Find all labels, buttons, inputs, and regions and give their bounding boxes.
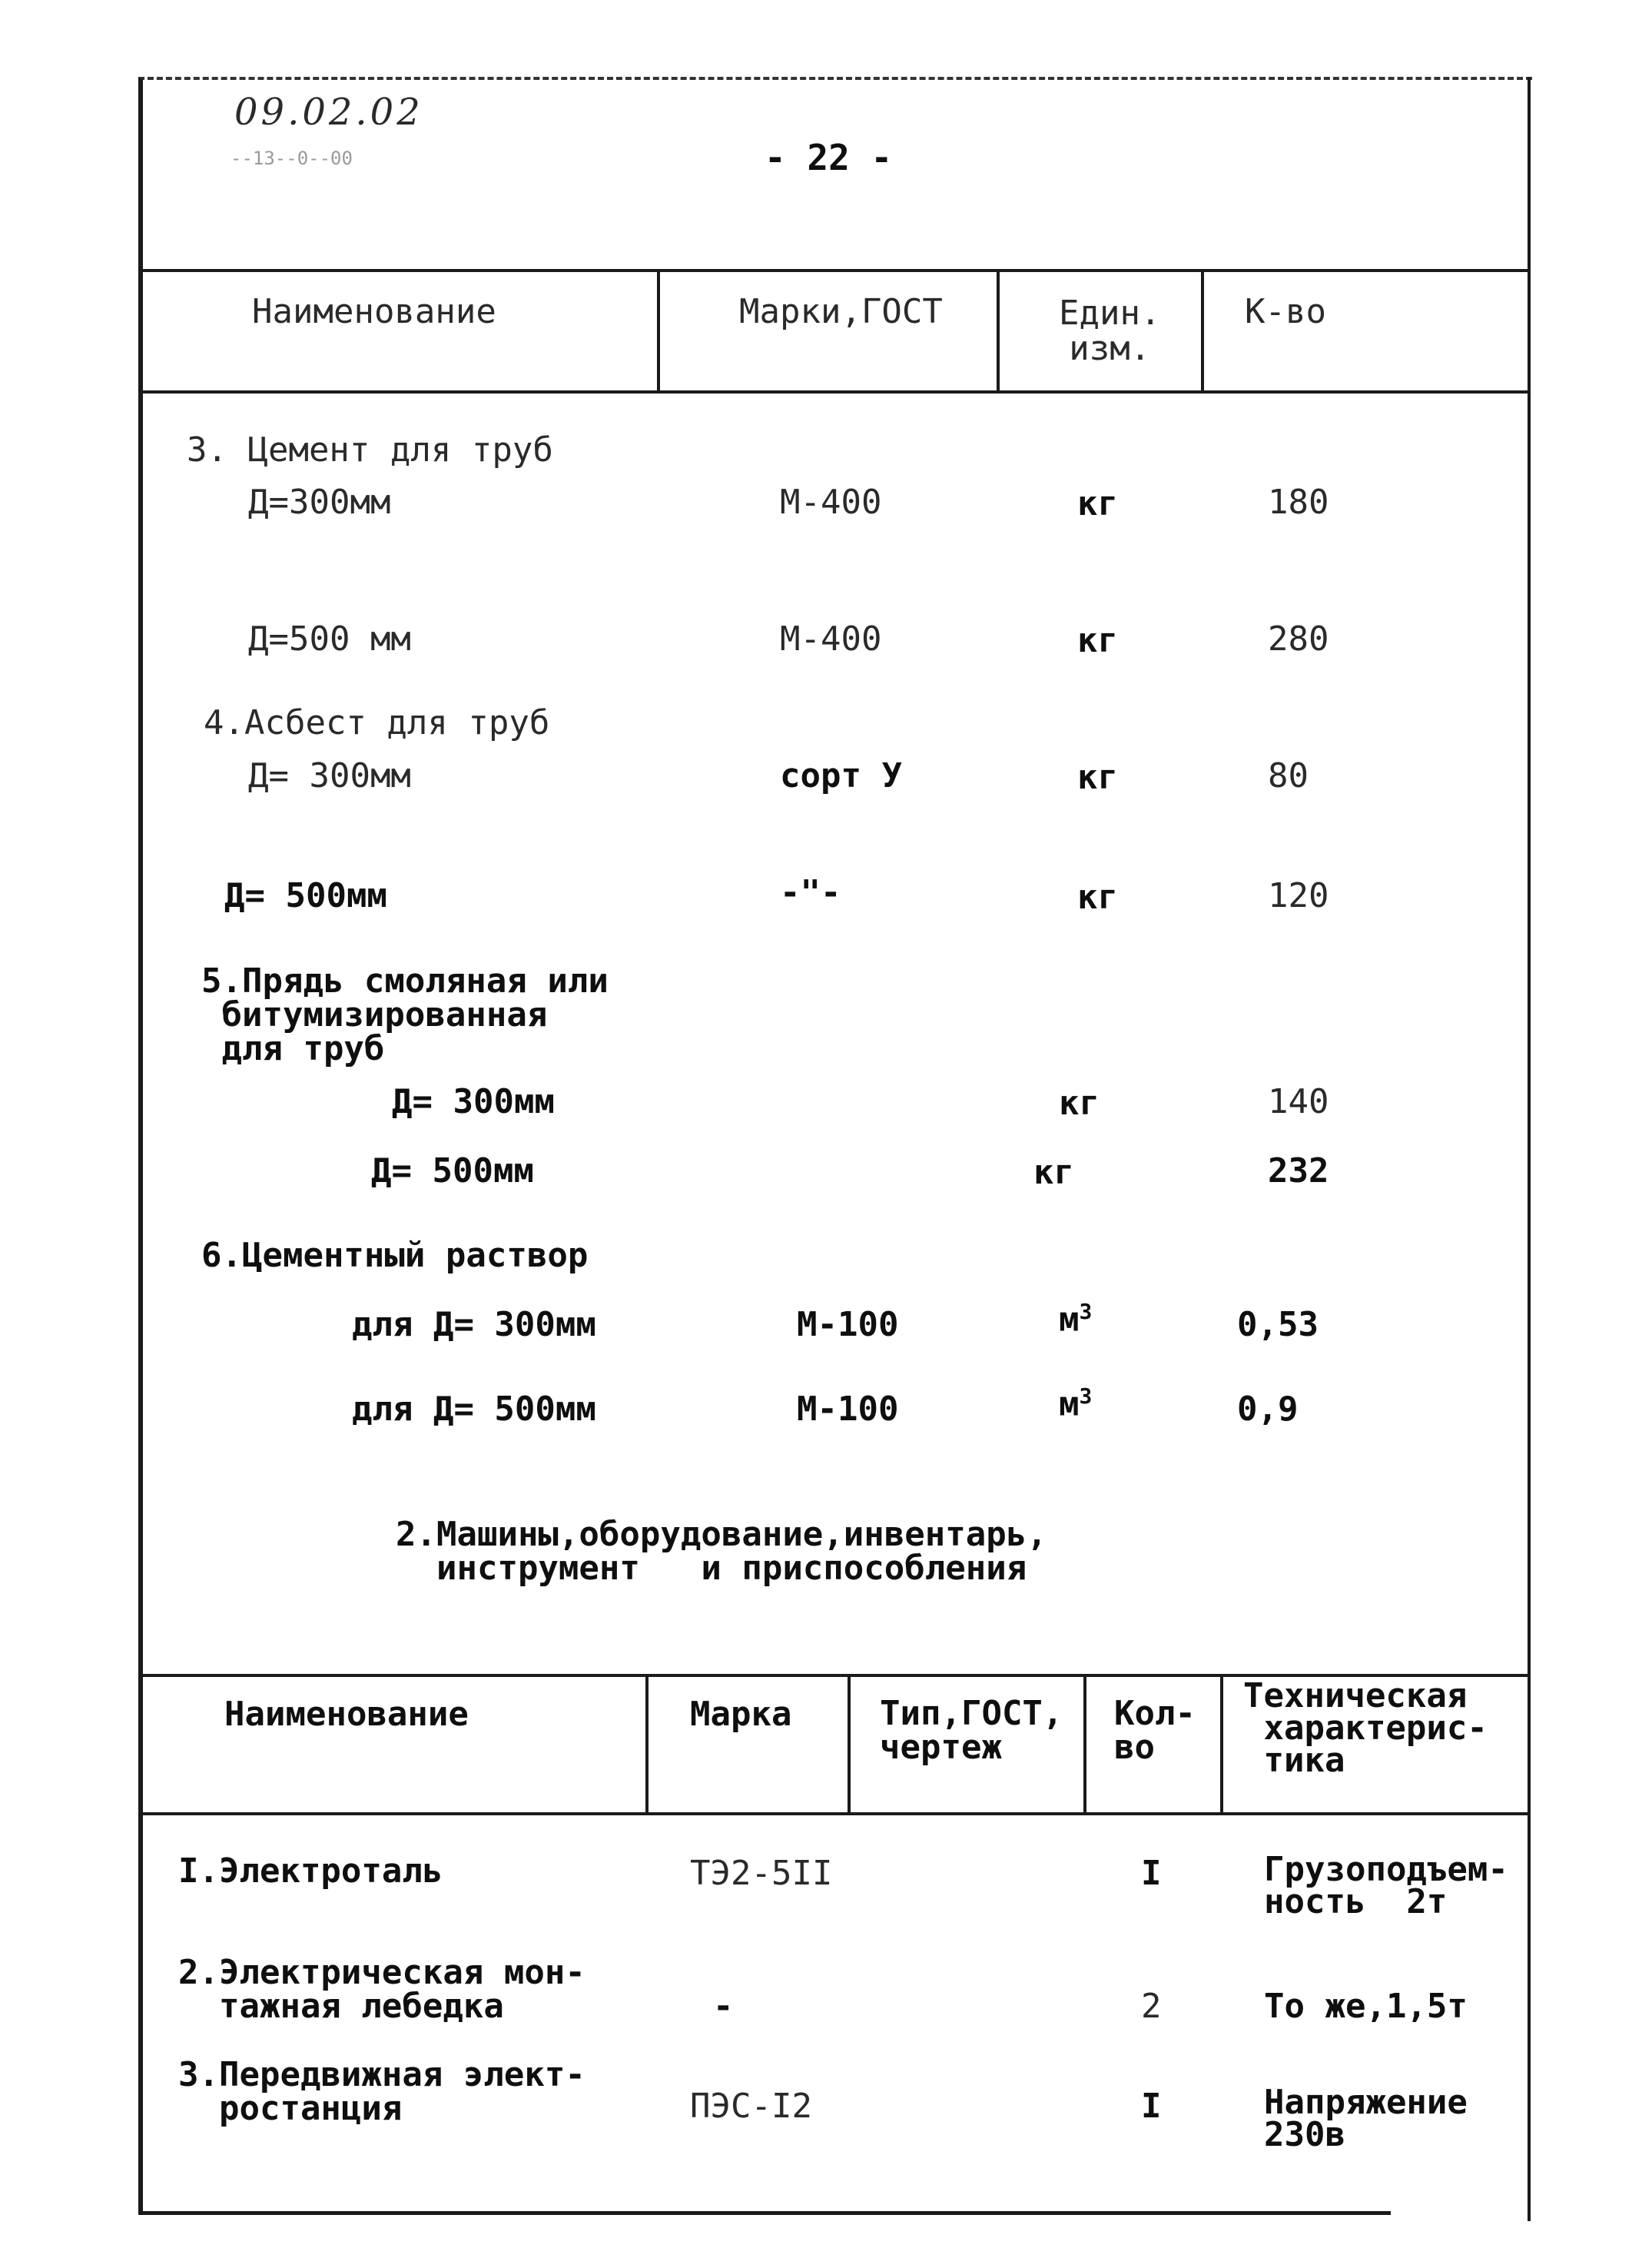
row-qty: 0,53 bbox=[1237, 1305, 1319, 1344]
table2-row-mark: ПЭС-I2 bbox=[690, 2087, 812, 2126]
row-qty: 280 bbox=[1268, 619, 1329, 659]
table2-row-qty: I bbox=[1141, 1854, 1162, 1893]
table1-header-unit: Един. изм. bbox=[1059, 294, 1161, 368]
table2-row-mark: - bbox=[713, 1987, 734, 2026]
row-mark: -"- bbox=[780, 873, 841, 912]
table2-row-tech: Грузоподъем- ность 2т bbox=[1264, 1850, 1508, 1921]
row-mark: М-100 bbox=[797, 1305, 899, 1344]
table1-header-mark: Марки,ГОСТ bbox=[739, 292, 943, 331]
table1-col-divider-1 bbox=[657, 271, 660, 392]
row-unit: кг bbox=[1077, 878, 1118, 917]
frame-right-border bbox=[1528, 77, 1531, 2221]
table2-col-divider-3 bbox=[1083, 1675, 1086, 1814]
table2-header-qty: Кол- во bbox=[1114, 1694, 1196, 1767]
row-mark: сорт У bbox=[780, 756, 902, 795]
row-qty: 120 bbox=[1268, 876, 1329, 915]
group-title-mortar: 6.Цементный раствор bbox=[201, 1236, 589, 1275]
table1-col-divider-3 bbox=[1201, 271, 1204, 392]
row-unit: кг bbox=[1033, 1153, 1074, 1192]
table1-header-bottom-rule bbox=[138, 390, 1528, 393]
row-qty: 232 bbox=[1268, 1151, 1329, 1190]
row-name: Д=300мм bbox=[248, 483, 391, 522]
table2-header-type: Тип,ГОСТ, чертеж bbox=[880, 1694, 1063, 1767]
row-unit: кг bbox=[1059, 1084, 1100, 1123]
table2-col-divider-1 bbox=[645, 1675, 649, 1814]
row-name: Д= 500мм bbox=[224, 876, 387, 915]
table2-col-divider-2 bbox=[848, 1675, 851, 1814]
table2-header-mark: Марка bbox=[690, 1695, 792, 1734]
table2-row-name: 2.Электрическая мон- тажная лебедка bbox=[178, 1953, 585, 2026]
row-unit: кг bbox=[1077, 484, 1118, 523]
group-title-cement: 3. Цемент для труб bbox=[187, 430, 553, 470]
table2-row-name: 3.Передвижная элект- ростанция bbox=[178, 2055, 585, 2128]
table2-row-tech: Напряжение 230в bbox=[1264, 2083, 1468, 2154]
row-unit: $м^3$ bbox=[1059, 1299, 1093, 1340]
table2-row-qty: 2 bbox=[1141, 1987, 1162, 2026]
group-title-strand: 5.Прядь смоляная или битумизированная для труб bbox=[201, 961, 609, 1068]
row-name: для Д= 500мм bbox=[352, 1390, 596, 1429]
row-qty: 140 bbox=[1268, 1082, 1329, 1121]
document-subcode: --13--0--00 bbox=[231, 148, 353, 169]
frame-bottom-border bbox=[138, 2211, 1391, 2215]
row-qty: 0,9 bbox=[1237, 1390, 1299, 1429]
table2-header-name: Наименование bbox=[224, 1695, 469, 1734]
row-name: Д= 300мм bbox=[392, 1082, 555, 1121]
row-mark: М-100 bbox=[797, 1390, 899, 1429]
row-unit: кг bbox=[1077, 758, 1118, 797]
section2-title: 2.Машины,оборудование,инвентарь, инструмент и приспособления bbox=[396, 1515, 1047, 1588]
row-name: Д= 300мм bbox=[248, 756, 411, 795]
table1-header-name: Наименование bbox=[252, 292, 496, 331]
group-title-asbestos: 4.Асбест для труб bbox=[204, 703, 550, 742]
table2-header-tech: Техническая характерис- тика bbox=[1243, 1676, 1488, 1780]
table2-row-qty: I bbox=[1141, 2087, 1162, 2126]
row-mark: М-400 bbox=[780, 619, 882, 659]
table1-header-qty: К-во bbox=[1245, 292, 1326, 331]
row-name: Д= 500мм bbox=[371, 1151, 534, 1190]
row-qty: 80 bbox=[1268, 756, 1309, 795]
document-code: 09.02.02 bbox=[234, 91, 423, 134]
row-qty: 180 bbox=[1268, 483, 1329, 522]
table1-col-divider-2 bbox=[997, 271, 1000, 392]
row-name: Д=500 мм bbox=[248, 619, 411, 659]
table2-row-tech: То же,1,5т bbox=[1264, 1987, 1468, 2026]
row-unit: $м^3$ bbox=[1059, 1383, 1093, 1424]
table2-row-mark: ТЭ2-5II bbox=[690, 1854, 833, 1893]
table1-top-rule bbox=[138, 269, 1528, 272]
page-number: - 22 - bbox=[765, 137, 893, 178]
table2-col-divider-4 bbox=[1220, 1675, 1223, 1814]
row-unit: кг bbox=[1077, 621, 1118, 660]
row-mark: М-400 bbox=[780, 483, 882, 522]
table2-row-name: I.Электроталь bbox=[178, 1851, 443, 1891]
table2-header-bottom-rule bbox=[138, 1812, 1528, 1815]
row-name: для Д= 300мм bbox=[352, 1305, 596, 1344]
